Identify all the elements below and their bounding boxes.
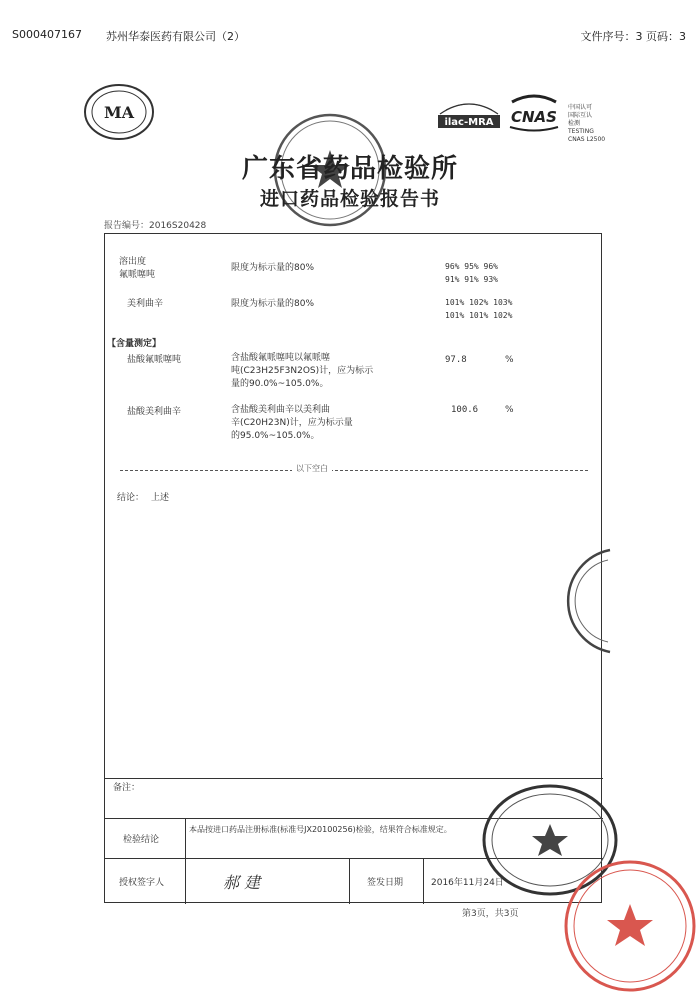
content-unit-1: %	[505, 355, 514, 365]
report-title: 进口药品检验报告书	[259, 188, 440, 210]
row-spec-1: 限度为标示量的80%	[231, 263, 315, 273]
conclusion-value: 上述	[151, 493, 170, 503]
section-heading: 【含量测定】	[107, 339, 162, 349]
label-column-divider	[185, 818, 186, 904]
content-item-1: 盐酸氟哌噻吨	[127, 355, 182, 365]
svg-text:ilac-MRA: ilac-MRA	[444, 117, 494, 128]
date-column-divider	[349, 858, 350, 904]
page-note: 第3页，共3页	[462, 909, 519, 919]
verdict-text: 本品按进口药品注册标准(标准号JX20100256)检验，结果符合标准规定。	[189, 825, 452, 834]
content-unit-2: %	[505, 405, 514, 415]
company-name: 苏州华泰医药有限公司（2）	[106, 30, 245, 43]
testing-accreditation-text: 中国认可 国际互认 检测 TESTING CNAS L2500	[568, 104, 606, 143]
remarks-divider	[105, 778, 603, 779]
conclusion-label: 结论：	[117, 493, 145, 503]
file-sequence: 文件序号：3 页码：3	[580, 30, 686, 43]
remarks-label: 备注：	[113, 783, 141, 793]
institute-title: 广东省药品检验所	[241, 154, 458, 184]
report-number: 报告编号：2016S20428	[104, 221, 207, 231]
date-label: 签发日期	[367, 878, 404, 888]
edge-seal	[540, 546, 620, 656]
content-result-2: 100.6	[451, 405, 479, 415]
signer-label: 授权签字人	[119, 878, 165, 888]
content-item-2: 盐酸美利曲辛	[127, 407, 182, 417]
content-spec-2: 含盐酸美利曲辛以美利曲 辛(C20H23N)计，应为标示量 的95.0%~105.0%。	[231, 405, 353, 441]
row-item-1: 溶出度 氟哌噻吨	[119, 257, 156, 280]
row-spec-2: 限度为标示量的80%	[231, 299, 315, 309]
row-item-2: 美利曲辛	[127, 299, 164, 309]
signer-signature: 郝 建	[223, 873, 261, 892]
verdict-label: 检验结论	[123, 835, 160, 845]
cnas-logo	[504, 94, 564, 134]
date-value: 2016年11月24日	[431, 878, 504, 888]
svg-text:CNAS: CNAS	[511, 108, 557, 126]
ilac-mra-logo	[436, 100, 502, 132]
row-result-1: 96% 95% 96% 91% 91% 93%	[445, 262, 498, 284]
content-result-1: 97.8	[445, 355, 467, 365]
row-result-2: 101% 102% 103% 101% 101% 102%	[445, 298, 513, 320]
ma-certification-logo	[82, 82, 156, 142]
date-value-divider	[423, 858, 424, 904]
blank-label: 以下空白	[292, 463, 332, 474]
blank-line	[120, 470, 588, 471]
content-spec-1: 含盐酸氟哌噻吨以氟哌噻 吨(C23H25F3N2OS)计，应为标示 量的90.0%~105.0%。	[231, 353, 374, 389]
svg-text:MA: MA	[103, 103, 135, 122]
document-id: S000407167	[12, 28, 82, 41]
company-seal-red	[560, 856, 700, 996]
